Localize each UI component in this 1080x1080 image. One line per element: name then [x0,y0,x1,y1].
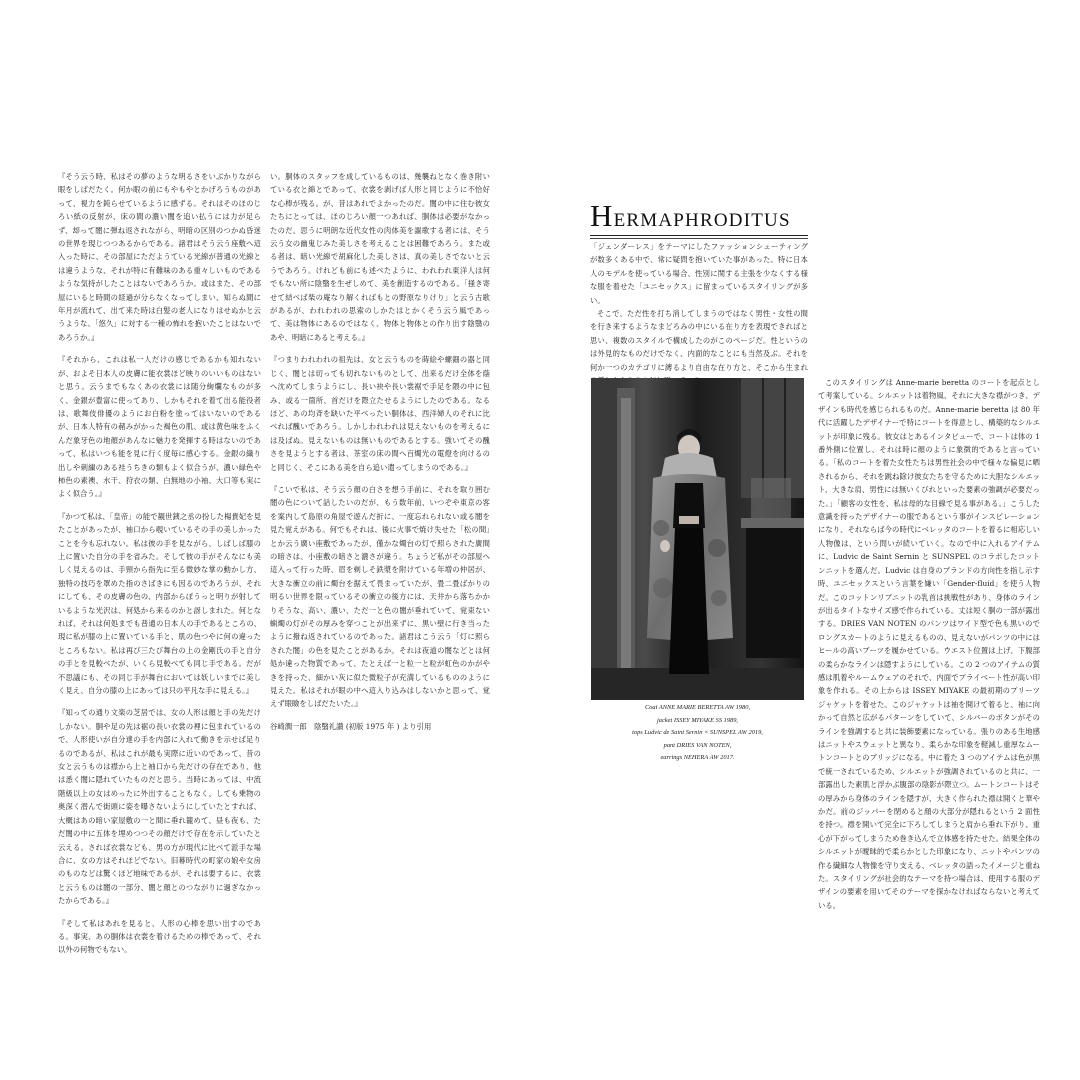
essay-paragraph: 『それから、これは私一人だけの感じであるかも知れないが、およそ日本人の皮膚に能衣裳ほど映りのいいものはないと思う。云うまでもなくあの衣裳には随分絢爛なものが多く、金銀が豊富に使ってあり、しかもそれを着て出る能役者は、歌舞伎俳優のようにお白粉を塗ってはいないのであるが、日本人特有の赭みがかった褐色の肌、或は黄色味をふくんだ象牙色の地顔があんなに魅力を発揮する時はないのであって、私はいつも能を見に行く度毎に感心する。金銀の織り出しや刺繍のある袿うちきの類もよく似合うが、濃い緑色や柿色の素襖、水干、狩衣の類、白無地の小袖、大口等も実によく似合う。』 [58,355,261,499]
caption-line: Coat ANNE MARIE BERETTA AW 1980, [644,704,751,711]
feature-title-block [590,198,808,239]
essay-citation: 谷崎潤一郎 陰翳礼讃 (初版 1975 年 ) より引用 [270,721,432,731]
title-initial: H [590,198,614,233]
essay-paragraph: 『そう云う時、私はその夢のような明るさをいぶかりながら眼をしばだたく。何か眼の前にもやもやとかげろうものがあって、視力を鈍らせているように感ずる。それはそのほのじろい紙の反射が、床の間の濃い闇を追い払うには力が足らず、却って闇に弾ね返されながら、明暗の区別のつかぬ昏迷の世界を現じつつあるからである。諸君はそう云う座敷へ這入った時に、その部屋にただようている光線が普通の光線とは違うような、それが特に有難味のある重々しいものであるような気持がしたことはないであろうか。或はまた、その部屋にいると時間の経過が分らなくなってしまい、知らぬ間に年月が流れて、出て来た時は白髪の老人になりはせぬかと云うような、「悠久」に対する一種の怖れを抱いたことはないであろうか。』 [58,172,261,342]
essay-paragraph: 『かつて私は、「皇帝」の能で観世銕之丞の扮した楊貴妃を見たことがあったが、袖口から覗いているその手の美しかったことを今も忘れない。私は彼の手を見ながら、しばしば膝の上に置いた自分の手を省みた。そして彼の手がそんなにも美しく見えるのは、手頸から指先に至る微妙な掌の動かし方、独特の技巧を罩めた指のさばきにも因るのであろうが、それにしても、その皮膚の色の、内部からぽうっと明りが射しているような光沢は、何処から来るのかと訝しまれた。何となれば、それは何処までも普通の日本人の手であるところの、現に私が膝の上に置いている手と、肌の色つやに何の違ったところもない。私は再び三たび舞台の上の金剛氏の手と自分の手とを見較べたが、いくら見較べても同じ手である。だが不思議にも、その同じ手が舞台においては妖しいまでに美しく見え、自分の膝の上にあっては只の平凡な手に見える。』 [58,511,261,696]
essay-paragraph: 『こいで私は、そう云う顔の白さを想う手前に、それを取り囲む闇の色について話したいのだが、もう数年前、いつぞや東京の客を案内して島原の角屋で遊んだ折に、一度忘れられない或る闇を見た覚えがある。何でもそれは、後に火事で焼け失せた「松の間」とか云う廣い座敷であったが、僅かな燭台の灯で照らされた廣間の暗さは、小座敷の暗さと濃さが違う。ちょうど私がその部屋へ這入って行った時、眉を剃しそ鉄漿を附けている年増の仲居が、大きな衝立の前に燭台を据えて畏まっていたが、畳二畳ばかりの明るい世界を限っているその衝立の後方には、天井から落ちかかりそうな、高い、濃い、ただ一と色の闇が垂れていて、覚束ない蝋燭の灯がその厚みを穿つことが出来ずに、黒い壁に行き当ったように撥ね返されているのであった。諸君はこう云う「灯に照らされた闇」の色を見たことがあるか。それは夜道の闇などとは何処か違った物質であって、たとえば一と粒一と粒が虹色のかがやきを持った、細かい灰に似た微粒子が充満しているもののように見えた。私はそれが眼の中へ這入り込みはしないかと思って、覚えず眼瞼をしばだたいた。』 [270,484,490,709]
intro-paragraph: そこで、ただ性を打ち消してしまうのではなく男性・女性の間を行き来するようなまどろみの中にいる在り方を表現できればと思い、複数のスタイルで構成したのがこのページだ。性というのは外見的なものだけでなく、内面的なことにも当然及ぶ。それを何か一つのカテゴリに縛るより自由な在り方と、そこから生まれ [590,309,808,372]
essay-paragraph: 『そして私はあれを見ると、人形の心棒を思い出すのである。事実、あの胴体は衣裳を着けるための棒であって、それ以外の何物でもない。 [58,918,261,955]
caption-line: tops Ludvic de Saint Sernin × SUNSPEL AW 2019, [632,729,763,737]
photo-caption [591,702,804,765]
essay-paragraph: 『つまりわれわれの祖先は、女と云うものを蒔絵や螺鈿の器と同じく、闇とは切っても切れないものとして、出来るだけ全体を蔭へ沈めてしまうようにし、長い袂や長い裳裾で手足を隈の中に包み、或る一箇所、首だけを際立たせるようにしたのである。なるほど、あの均斉を缺いた平べったい胴体は、西洋婦人のそれに比べれば醜いであろう。しかしわれわれは見えないものを考えるには及ばぬ。見えないものは無いものであるとする。強いてその醜さを見ようとする者は、茶室の床の間へ百燭光の電燈を向けるのと同じく、そこにある美を自ら追い遣ってしまうのである。』 [270,355,490,472]
caption-line: jacket ISSEY MIYAKE SS 1989, [656,716,739,724]
fashion-photo [591,378,804,700]
essay-paragraph: い。胴体のスタッフを成しているものは、幾襲ねとなく巻き附いている衣と綿とであって、衣裳を剥げば人形と同じように不恰好な心棒が残る。が、昔はあれでよかったのだ。闇の中に住む彼女たちにとっては、ほのじろい顔一つあれば、胴体は必要がなかったのだ。思うに明朗な近代女性の肉体美を謳歌する者には、そう云う女の幽鬼じみた美しさを考えることは困難であろう。また或る者は、暗い光線で胡麻化した美しさは、真の美しさでないと云うであろう。けれども前にも述べたように、われわれ東洋人は何でもない所に陰翳を生ぜしめて、美を創造するのである。「掻き寄せて結べば柴の庵なり解くればもとの野原なりけり」と云う古歌があるが、われわれの思索のしかたはとかくそう云う風であって、美は物体にあるのではなく、物体と物体との作り出す陰翳のあや、明暗にあると考える。』 [270,172,490,342]
feature-intro [590,240,808,370]
essay-paragraph: 『知っての通り文楽の芝居では、女の人形は顔と手の先だけしかない。胴や足の先は裾の長い衣裳の裡に包まれているので、人形使いが自分達の手を内部に入れて動きを示せば足りるのであるが、私はこれが最も実際に近いのであって、昔の女と云うものは襟から上と袖口から先だけの存在であり、他は悉く闇に隠れていたものだと思う。当時にあっては、中流階級以上の女はめったに外出することもなく、しても乗物の奥深く潜んで街頭に姿を曝さないようにしていたとすれば、大概はあの暗い家屋敷の一と間に垂れ籠めて、昼も夜も、ただ闇の中に五体を埋めつつその顔だけで存在を示していたと云える。されば衣裳なども、男の方が現代に比べて派手な場合に、女の方はそれほどでない。旧幕時代の町家の娘や女房のものなどは驚くほど地味であるが、それは要するに、衣裳と云うものは闇の一部分、闇と顔とのつながりに過ぎなかったからである。』 [58,708,261,906]
title-rule [590,235,808,236]
caption-line: earrings NEHERA AW 2017. [660,754,735,762]
fashion-photo-illustration [591,378,804,700]
body-paragraph: このスタイリングは Anne-marie beretta のコートを起点として考案している。シルエットは着物風、それに大きな襟がつき、デザインも時代を感じられるものだ。Anne-marie beretta は 80 年代に活躍したデザイナーで特にコートを得意とし、構築的なシルエットが印象に残る。彼女はとあるインタビューで、コートは体の 1 番外側に位置し、それは時に顔のように象徴的であると言っている。「私のコートを着た女性たちは男性社会の中で様々な偏見に晒されるから、それを跳ね除け彼女たちを守るために大胆なシルエット、大きな肩、男性には無いくびれといった要素の強調が必要だった。」「顧客の女性を、私は母的な目線で見る事がある。」こうした意識を持ったデザイナーの服であるという事がインスピレーションになり、それならば今の時代にベレッタのコートを着るに相応しい人物像は、という問いが続いていく。なので中に入れるアイテムに、Ludvic de Saint Sernin と SUNSPEL のコラボしたコットンニットを選んだ。Ludvic は自身のブランドの方向性を指し示す時、ユニセックスという言葉を嫌い「Gender-fluid」を使う人物だ。このコットンリブニットの乳首は挑戦性があり、身体のラインが出るタイトなサイズ感で作られている。丈は短く胴の一部が露出する。DRIES VAN NOTEN のパンツはワイド型で色も黒いのでロングスカートのように見えるものの、見えないがパンツの中にはヒールの高いブーツを履かせている。ウエスト位置は上げ、下腹部の柔らかなラインは隠すようにしている。この 2 つのアイテムの質感は肌着やルームウェアのそれで、内面でプライベート性が高い印象を作れる。その上からは ISSEY MIYAKE の最初期のプリーツジャケットを着せた。このジャケットは袖を開けて着ると、袖に向かって自然と広がるパターンをしていて、シルバーのボタンがそのラインを強調すると共に装飾要素になっている。張りのある生地感はニットやスウェットと異なり、柔らかな印象を軽減し重厚なムートンコートとのブリッジになる。中に着た 3 つのアイテムは色が黒で統一されているため、シルエットが強調されているのと共に、一部露出した素肌と浮かぶ腹部の陰影が際立つ。ムートンコートはその厚みから身体のラインを隠すが、大きく作られた襟は開くと華やかだ。前のジッパーを閉めると顔の大部分が隠れるという 2 面性を持つ。襟を開いて完全に下ろしてしまうと肩から垂れ下がり、重心が下がってしまうため巻き込んで立体感を持たせた。結果全体のシルエットが曖昧的で柔らかとした印象になり、ニットやパンツの作る繊細な人物像を守り支える、ベレッタの語ったイメージと重ねた。スタイリングが社会的なテーマを持つ場合は、使用する服のデザインの要素を用いてそのテーマを探かなければならないと考えている。 [818,378,1040,910]
intro-paragraph: 「ジェンダーレス」をテーマにしたファッションシューティングが数多くある中で、常に疑問を抱いていた事があった。特に日本人のモデルを使っている場合、性別に関する主張を少なくする様な服を着せた「ユニセックス」に留まっているスタイリングが多い。 [590,242,808,305]
title-rest: ERMAPHRODITUS [613,210,791,231]
feature-title [590,198,808,233]
caption-line: pant DRIES VAN NOTEN, [663,741,732,749]
essay-column-1 [58,170,261,955]
essay-column-2 [270,170,490,890]
feature-body [818,376,1040,910]
title-rule-thin [590,238,808,239]
